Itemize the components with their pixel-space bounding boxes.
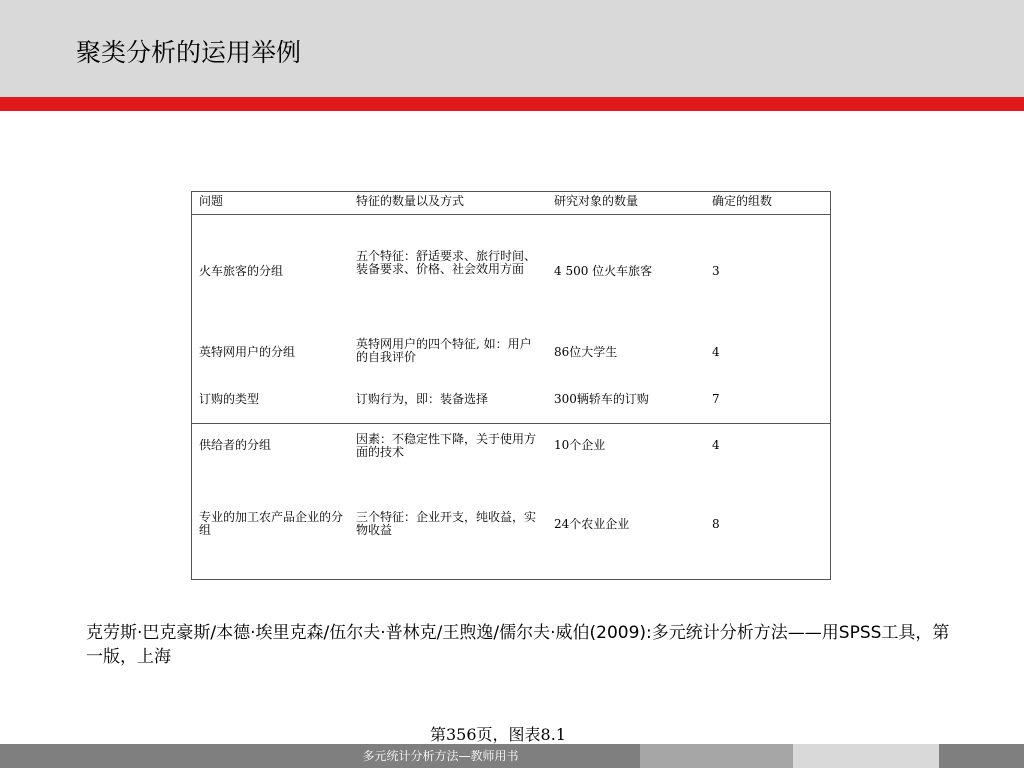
footer-text: 多元统计分析方法—教师用书	[362, 749, 519, 763]
table-cell: 300辆轿车的订购	[554, 392, 649, 406]
footer-segment	[0, 744, 241, 768]
table-header-cell: 特征的数量以及方式	[356, 194, 465, 208]
table-cell: 86位大学生	[554, 345, 618, 359]
table-cell: 五个特征：舒适要求、旅行时间、装备要求、价格、社会效用方面	[356, 249, 537, 276]
title-band	[0, 0, 1024, 97]
footer-segment	[793, 744, 939, 768]
slide-title: 聚类分析的运用举例	[76, 38, 302, 67]
table-cell: 24个农业企业	[554, 517, 630, 531]
citation-text: 克劳斯·巴克豪斯/本德·埃里克森/伍尔夫·普林克/王煦逸/儒尔夫·威伯(2009):多元统计分析方法——用SPSS工具，第一版，上海	[86, 623, 950, 667]
accent-bar	[0, 97, 1024, 111]
table-cell: 供给者的分组	[199, 438, 272, 452]
table-cell: 10个企业	[554, 438, 606, 452]
table-cell: 8	[712, 517, 720, 531]
table-header-cell: 问题	[199, 194, 224, 208]
table-divider	[192, 423, 830, 424]
table-cell: 4	[712, 438, 720, 452]
table-header-cell: 研究对象的数量	[554, 194, 639, 208]
table-cell: 英特网用户的四个特征, 如：用户的自我评价	[356, 337, 532, 364]
footer-segment	[640, 744, 793, 768]
table-cell: 4	[712, 345, 720, 359]
table-cell: 3	[712, 264, 720, 278]
table-cell: 火车旅客的分组	[199, 264, 284, 278]
data-table	[191, 191, 831, 580]
page-reference: 第356页，图表8.1	[430, 725, 566, 744]
footer-bar	[0, 744, 1024, 768]
table-divider	[192, 214, 830, 215]
table-cell: 专业的加工农产品企业的分组	[199, 510, 344, 537]
table-cell: 4 500 位火车旅客	[554, 264, 653, 278]
table-header-cell: 确定的组数	[712, 194, 773, 208]
table-cell: 因素：不稳定性下降，关于使用方面的技术	[356, 432, 537, 459]
table-cell: 三个特征：企业开支，纯收益，实物收益	[356, 510, 537, 537]
footer-segment	[939, 744, 1024, 768]
table-cell: 订购的类型	[199, 392, 260, 406]
table-cell: 7	[712, 392, 720, 406]
table-cell: 英特网用户的分组	[199, 345, 296, 359]
table-cell: 订购行为，即：装备选择	[356, 392, 489, 406]
